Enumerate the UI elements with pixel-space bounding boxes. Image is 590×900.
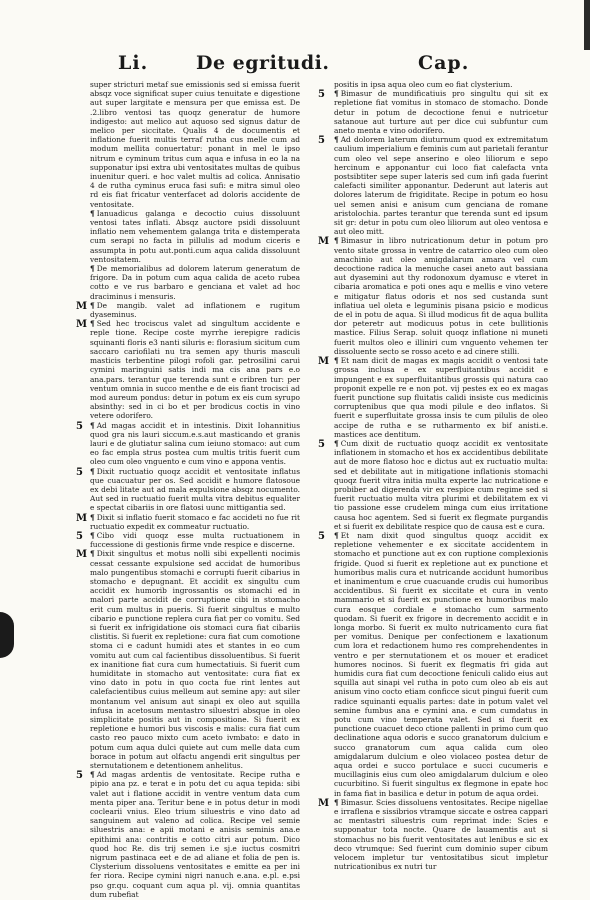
paragraph-text: Dixit si inflatio fuerit stomaco e fac accideti no fue rit ructuatio expedit ex commeatur ructuatio. <box>90 512 300 531</box>
binding-shadow <box>0 612 14 658</box>
margin-mark: M <box>318 236 330 247</box>
chapter-heading: Cap. <box>418 52 470 74</box>
pilcrow-mark: ¶ <box>90 512 95 522</box>
text-paragraph <box>334 798 548 872</box>
pilcrow-mark: ¶ <box>90 530 95 540</box>
text-paragraph <box>90 301 300 319</box>
text-paragraph <box>334 356 548 439</box>
margin-mark: 5 <box>76 770 83 781</box>
running-title: De egritudi. <box>196 52 330 74</box>
text-paragraph <box>334 135 548 236</box>
margin-mark: 5 <box>318 135 325 146</box>
pilcrow-mark: ¶ <box>90 770 95 780</box>
paragraph-text: De mangib. valet ad inflationem e rugitum dyaseminus. <box>90 300 300 320</box>
margin-mark: 5 <box>76 421 83 432</box>
pilcrow-mark: ¶ <box>334 135 339 145</box>
text-paragraph <box>90 513 300 531</box>
margin-mark: 5 <box>318 439 325 450</box>
text-paragraph <box>90 467 300 513</box>
margin-mark: M <box>76 513 88 524</box>
pilcrow-mark: ¶ <box>90 264 95 274</box>
paragraph-text: Et nam dicit de magas ex magis accidit o ventosi tate grossa inclusa e ex superfluitantibus accidit e impungent e ex superfluitantibus grossis qui natura cao proponit expelle re e non pot. vij pestes ex eo ex magas fuerit punctione sup fluitatis calidi insiste cus medicinis corruptenibus que qua modi pilule e deo inflatos. Si fuerit e superfluitate grossa insis te cum pilulis de oleo accipe de rutha e se rutharmento ex bif anisti.e. mastices ace dentitum. <box>334 356 548 439</box>
margin-mark: M <box>76 549 88 560</box>
pilcrow-mark: ¶ <box>334 356 339 366</box>
text-paragraph <box>90 209 300 264</box>
margin-mark: 5 <box>76 531 83 542</box>
margin-mark: 5 <box>318 531 325 542</box>
margin-mark: 5 <box>318 89 325 100</box>
right-text-column <box>334 80 548 872</box>
page-header <box>0 52 590 82</box>
pilcrow-mark: ¶ <box>90 549 95 559</box>
text-paragraph <box>90 264 300 301</box>
paragraph-text: Bimasur in libro nutricationum detur in potum pro vento sitate grossa in ventre de catarrico oleo cum oleo amachinio aut oleo amigdalarum amara vel cum decoctione radica la menuche casei aneto aut bassiana aut dyasemini aut thy rodonoxum dyamusc e vteret in cibaria aromatica e poti ones aqu e mellis e vino vetere e mitigatur flatus odoris et nos sed custanda sunt inflatiua uel oleta e leguminis pisana psicio e modicus de el in potu de aqua. Si illud modicus fit de aqua bullita dor peteretr aut modicuus potus in cete bullitionis mastice. Filius Serap. soluit quoqz inflatione ni muneti fuerit multos oleo e illiniri cum vnguento vehemen ter dissoluente secto se rosso aceto e ad cinere stilli. <box>334 236 548 356</box>
paragraph-text: Bimasur. Scies dissoluens ventositates. Recipe nigellae e irraflena e sissibrios vtramque siccate e ostrea cappari ac mentastri siluestris cum reprimat inde: Scies e supponatur tota nocte. Quare de lauamentis aut si stomachus no bis fuerit ventositates aut lenibus e sic ex deco vtrumque: Sed fuerint cum dominio super cibum velocem impletur tur ventositatibus sicut impletur nutricationibus ex nutri tur <box>334 797 548 872</box>
paragraph-text: Bimasur de mundificatiuis pro singultu qui sit ex repletione fiat vomitus in stomaco de stomacho. Donde detur in potum de decoctione fenui e nutricetur satanoue aut turture aut per dice cui subfuntur cum aneto menta e vino odorifero. <box>334 89 548 136</box>
margin-mark: 5 <box>76 467 83 478</box>
pilcrow-mark: ¶ <box>90 319 95 329</box>
paragraph-text: Ad magas ardentis de ventositate. Recipe rutha e pipio ana pz. e terat e in potu det cu aqua tepida: sibi valet aut i flatione accidit in ventre ventum data cum menta piper ana. Teritur bene e in potus detur in modi coclearii vnius. Eleo trium siluestris e vino dato ad sanguinem aut valeno ad colica. Recipe vel semie siluestris ana: e apii motani e anisis seminis ana.e epithimi ana: contritis e cotto citri aur potum. Dico quod hoc Re. dis trij semen i.e sj.e iuctus cosmitri nigrum pastinaca eet e de ad aliane et folia de pen is. Clysterium dissoluens ventositates e emitte ea per ini fer riora. Recipe cymini nigri nanuch e.ana. e.pl. e.psi pso gr.qu. coquant cum aqua pl. vij. omnia quantitas dum rubefiat <box>90 770 300 899</box>
left-text-column <box>90 80 300 899</box>
paragraph-text: Ad magas accidit et in intestinis. Dixit Iohannitius quod gra nis lauri siccum.e.s.aut masticando et granis lauri e de glutiatur salina cum ieiuno stomaco: aut cum eo fac empla strus postea cum multis tritis fuerit cum oleo cum oleo vnguento e cum vino e appona ventis. <box>90 420 300 467</box>
text-paragraph <box>334 89 548 135</box>
paragraph-text: positis in ipsa aqua oleo cum eo fiat clysterium. <box>334 80 513 89</box>
paragraph-text: super stricturi metaf sue emissionis sed si emissa fuerit absqz voce significat super cuius tenuitate e digestione aut super largitate e mensura per que emissa est. De .2.libro ventosi tas quoqz generatur de humore indigesto: aut melico aut aquoso sed signus datur de melico per siccitate. Qualis 4 de documentis et inflatione fuerit multis terraf rutha cus melle cum ad modum mellita conuertatur: ponant in mel le ipso nitrum e cyminum tritus cum aqua e infusa in eo la na supponatur ipsi extra ubi ventositates multas de quibus inuenitur queri. e hoc valet multis ad colica. Annisatio 4 de rutha cyminus eruca fasi sufi: e mitra simul oleo rd eis fiat fricatur venterfacet ad doloris accidente de ventositate. <box>90 80 300 209</box>
pilcrow-mark: ¶ <box>334 89 339 99</box>
page-edge-shadow <box>584 0 590 50</box>
text-paragraph <box>334 80 548 89</box>
paragraph-text: Cum dixit de ructuatio quoqz accidit ex ventositate inflationem in stomacho et hos ex accidentibus debilitate aut de more flatoso hoc e dictus aut ex ructuatio multa: sed et debilitate aut in mitigatione inflationis stomachi quoqz fuerit vitra initia multa experte lac nutricatione e probiber ad digerenda vir ex respice cum regime sed si fuerit ructuatio multa vitra plurimi et debilitatem ex vi tio passione esse crudelem minga cum eius irritatione causa hoc agentem. Sed si fuerit ex flegmate purgandis et si fuerit ex debilitate respice quo de causa est e cura. <box>334 438 548 531</box>
text-paragraph <box>334 439 548 531</box>
pilcrow-mark: ¶ <box>334 438 339 448</box>
paragraph-text: Ad dolorem laterum diuturnum quod ex extremitatum caulium imperialium e feminis cum aut parietali ferantur cum oleo vel sepe anserino e oleo liliorum e sepo hercinum e apponantur cui loco fiat calefacta vnta postsibtiter sepe super lateris sed cum infi gada fuerint calefacti similiter apponantur. Dederunt aut lateris aut dolores laterum de frigiditate. Recipe in potum eo hosu uel semen anisi e anisum cum genciana de romane aristolochia. partes terantur que terenda sunt ed ipsum sit gr: detur in potu cum oleo liliorum aut oleo ventosa e aut oleo mitt. <box>334 135 548 237</box>
pilcrow-mark: ¶ <box>90 300 95 310</box>
margin-mark: M <box>318 798 330 809</box>
paragraph-text: Dixit singultus et motus nolli sibi expellenti nocimis cessat cessante expulsione sed accidat de humoribus malo pungentibus stomachi e corrupti fuerit cibarius in stomacho e depugnant. Et accidit ex singultu cum accidit ex humorib ingrossantis os stomachi ed in malori parte accidit de corruptione cibi in stomacho erit cum multus in pueris. Si fuerit singultus e multo cibario e punctione replera cura fiat per co vomitu. Sed si fuerit ex infrigidatione ois stomaci cura fiat cibariis clistitis. Si fuerit ex repletione: cura fiat cum comotione stoma ci e cadunt humidi ates et stantes in eo cum vomitu aut cum cal facientibus dissoluentibus. Si fuerit ex inanitione fiat cura cum humectatiuis. Si fuerit cum humiditate in stomacho aut ventositate: cura fiat ex vino dato in potu in quo cocta fue rint lentes aut calefacientibus cuius melleum aut semine apy: aut siler montanum vel anisum aut sinapi ex oleo aut squilla infusa in acetosum mentastro siluestri absque in oleo simplicitate positis aut in compositione. Si fuerit ex repletione e humori bus viscosis e malis: cura fiat cum casto reo pauco mixto cum aceto ivmbato: e dato in potum cum aqua dulci quiete aut cum melle data cum borace in potum aut olfactu angendi erit singultus per sternutationem e detentionem anhelitus. <box>90 549 300 771</box>
text-paragraph <box>334 531 548 798</box>
paragraph-text: Dixit ructuatio quoqz accidit et ventositate inflatus que cuacuatur per os. Sed accidit e humore flatosoue ex debi litate aut ad mala expulsione absqz nocumento. Aut sed in ructuatio fuerit multa vitra debitus equaliter e spectat cibariis in ore flatosi uunc mittigantia sed. <box>90 466 300 513</box>
pilcrow-mark: ¶ <box>90 466 95 476</box>
text-paragraph <box>90 80 300 209</box>
margin-mark: M <box>76 301 88 312</box>
text-paragraph <box>90 319 300 420</box>
text-paragraph <box>90 770 300 899</box>
paragraph-text: Cibo vidi quoqz esse multa ructuationem in fuccessione di gestionis firme vnde respice e discerne. <box>90 530 300 550</box>
paragraph-text: Sed hec trociscus valet ad singultum accidente e reple tione. Recipe coste myrrhe ierepigre radicis squinanti floris e3 nanti siluris e: florasium sicitum cum saccaro cariofilati nu tra semen apy thuris masculi masticis terbentine pilogi rofoli gar. petrosilini carui cymini maringuini satis indi ma cis ana pars e.o ana.pars. terantur que terenda sunt e cribren tur: per ventum omnia in succo menthe e de eis fiant trocisci ad mod aureum pondus: detur in potum ex eis cum syrupo absinthy: sed in ci bo et per brodicus coctis in vino vetere odorifero. <box>90 319 300 421</box>
text-paragraph <box>90 549 300 770</box>
pilcrow-mark: ¶ <box>90 420 95 430</box>
margin-mark: M <box>76 319 88 330</box>
text-paragraph <box>90 421 300 467</box>
text-paragraph <box>90 531 300 549</box>
margin-mark: M <box>318 356 330 367</box>
paragraph-text: Ianuadicus galanga e decoctio cuius dissoluunt ventosi tates inflati. Absqz auctore psidi dissoluunt inflatio nem vehementem galanga trita e distemperata cum serapi no facta in pillulis ad modum ciceris e assumpta in potu aut.ponti.cum aqua calida dissoluunt ventositatem. <box>90 208 300 264</box>
pilcrow-mark: ¶ <box>334 797 339 807</box>
text-paragraph <box>334 236 548 356</box>
pilcrow-mark: ¶ <box>334 530 339 540</box>
paragraph-text: Et nam dixit quod singultus quoqz accidit ex repletione vehementer e ex siccitate accidentem in stomacho et punctione aut ex con ruptione complexionis frigide. Quod si fuerit ex repletione aut ex punctione et humoribus malis cura et nutricande accidunt humoribus et inanimentum e crue cuacuande crudis cui humoribus accidentibus. Si fuerit ex siccitate et cura in vento mammario et si fuerit ex punctione ex humoribus malo cura eosque cordiale e stomacho cum sarmento quodam. Si fuerit ex frigore in decremento accidit e in longa morbo. Si fuerit ex multo nutricamento cura fiat per vomitus. Denique per confectionem e laxationum cum lora et redactionem humo res comprehendentes in ventro e per sternutationem et os mouer et eradicet humores nocinos. Si fuerit ex flegmatis fri gida aut humidis cura fiat cum decoctione feniculi calido eius aut squilla aut sinapi vel rutha in poto cum oleo ab eis aut anisum vino cocto etiam conficce sicut pingui fuerit cum radice squinanti equalis partes: date in potum valet vel semine fumbus ana e cymini ana. e cum cumdatus in potu cum vino temperata valet. Sed si fuerit ex punctione cuacuet deco ctione pallenti in primo cum quo declinatione aqua odoris e succo granatorum dulcium e succo granatorum cum aqua calida cum oleo amigdalarum dulcium e oleo violaceo postea detur de aqua ordei e succo portulace e succi cucumeris e mucillaginis eius cum oleo amigdalarum dulcium e oleo cucurbitino. Si fuerit singultus ex flegmone in epate hoc in fama fiat in basilica e detur in potum de aqua ordei. <box>334 530 548 798</box>
folio-number: Li. <box>118 52 149 74</box>
paragraph-text: De memorialibus ad dolorem laterum generatum de frigore. Da in potum cum aqua calida de aceto rubea cotto e ve rus barbaro e genciana et valet ad hoc draciminus i mensuris. <box>90 264 300 301</box>
pilcrow-mark: ¶ <box>334 236 339 246</box>
pilcrow-mark: ¶ <box>90 208 95 218</box>
